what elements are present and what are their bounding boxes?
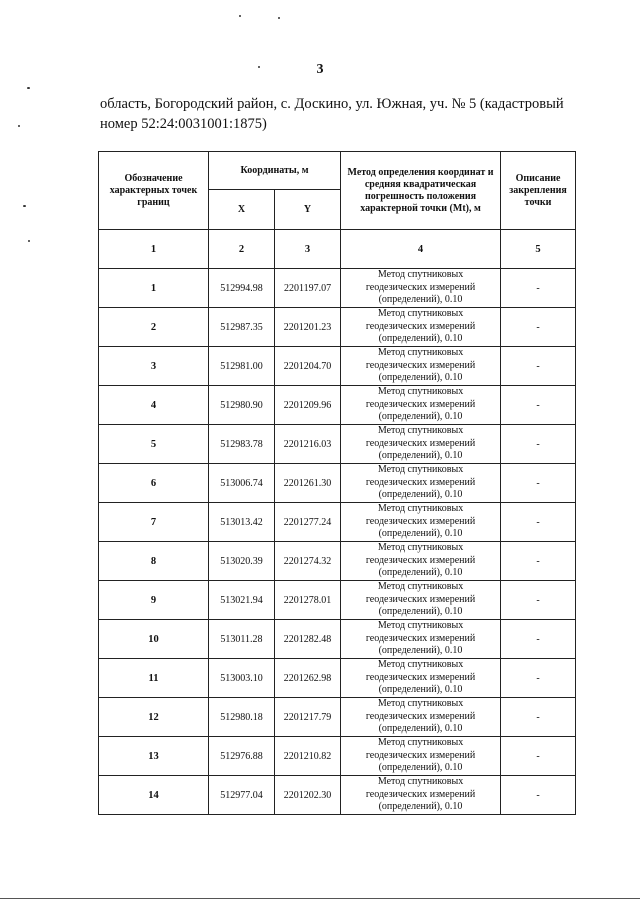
description-cell: - — [501, 698, 576, 737]
point-number-cell: 6 — [99, 464, 209, 503]
description-cell: - — [501, 542, 576, 581]
method-cell — [341, 425, 501, 464]
y-coordinate-cell: 2201277.24 — [275, 503, 341, 542]
method-cell — [341, 581, 501, 620]
point-number-cell: 5 — [99, 425, 209, 464]
method-line-3: (определений), 0.10 — [378, 645, 463, 657]
description-cell: - — [501, 659, 576, 698]
method-line-2: геодезических измерений — [365, 671, 476, 683]
description-cell: - — [501, 347, 576, 386]
header-description: Описание закрепления точки — [501, 152, 576, 230]
scan-speck — [27, 87, 30, 89]
description-cell: - — [501, 503, 576, 542]
method-cell — [341, 269, 501, 308]
x-coordinate-cell: 512980.90 — [209, 386, 275, 425]
table-row — [99, 386, 576, 425]
method-line-1: Метод спутниковых — [377, 308, 464, 320]
page-number: 3 — [316, 62, 324, 77]
y-coordinate-cell: 2201216.03 — [275, 425, 341, 464]
y-coordinate-cell: 2201204.70 — [275, 347, 341, 386]
method-line-1: Метод спутниковых — [377, 659, 464, 671]
x-coordinate-cell: 512981.00 — [209, 347, 275, 386]
method-line-1: Метод спутниковых — [377, 581, 464, 593]
column-number: 3 — [275, 230, 341, 269]
table-row — [99, 464, 576, 503]
method-cell — [341, 386, 501, 425]
x-coordinate-cell: 512987.35 — [209, 308, 275, 347]
column-number: 1 — [99, 230, 209, 269]
column-number: 5 — [501, 230, 576, 269]
x-coordinate-cell: 512994.98 — [209, 269, 275, 308]
method-line-1: Метод спутниковых — [377, 347, 464, 359]
description-cell: - — [501, 425, 576, 464]
y-coordinate-cell: 2201209.96 — [275, 386, 341, 425]
x-coordinate-cell: 513013.42 — [209, 503, 275, 542]
method-line-2: геодезических измерений — [365, 515, 476, 527]
column-number: 2 — [209, 230, 275, 269]
method-line-2: геодезических измерений — [365, 593, 476, 605]
point-number-cell: 10 — [99, 620, 209, 659]
table-row — [99, 503, 576, 542]
method-line-3: (определений), 0.10 — [378, 372, 463, 384]
point-number-cell: 13 — [99, 737, 209, 776]
method-line-2: геодезических измерений — [365, 476, 476, 488]
y-coordinate-cell: 2201201.23 — [275, 308, 341, 347]
method-line-1: Метод спутниковых — [377, 269, 464, 281]
table-row — [99, 737, 576, 776]
method-cell — [341, 503, 501, 542]
point-number-cell: 1 — [99, 269, 209, 308]
method-line-3: (определений), 0.10 — [378, 294, 463, 306]
method-line-1: Метод спутниковых — [377, 737, 464, 749]
header-x: X — [209, 190, 275, 230]
header-coordinates: Координаты, м — [209, 152, 341, 190]
method-cell — [341, 776, 501, 815]
method-cell — [341, 464, 501, 503]
method-cell — [341, 347, 501, 386]
x-coordinate-cell: 512976.88 — [209, 737, 275, 776]
scan-speck — [23, 205, 26, 207]
description-cell: - — [501, 737, 576, 776]
scan-speck — [278, 17, 280, 19]
x-coordinate-cell: 512977.04 — [209, 776, 275, 815]
header-point-designation: Обозначение характерных точек границ — [99, 152, 209, 230]
method-line-3: (определений), 0.10 — [378, 411, 463, 423]
table-row — [99, 776, 576, 815]
method-line-3: (определений), 0.10 — [378, 684, 463, 696]
table-row — [99, 659, 576, 698]
method-line-2: геодезических измерений — [365, 398, 476, 410]
y-coordinate-cell: 2201261.30 — [275, 464, 341, 503]
method-line-2: геодезических измерений — [365, 320, 476, 332]
method-line-2: геодезических измерений — [365, 632, 476, 644]
point-number-cell: 4 — [99, 386, 209, 425]
y-coordinate-cell: 2201217.79 — [275, 698, 341, 737]
point-number-cell: 11 — [99, 659, 209, 698]
description-cell: - — [501, 464, 576, 503]
table-row — [99, 425, 576, 464]
method-cell — [341, 542, 501, 581]
method-line-1: Метод спутниковых — [377, 425, 464, 437]
method-cell — [341, 698, 501, 737]
method-line-2: геодезических измерений — [365, 710, 476, 722]
method-line-2: геодезических измерений — [365, 359, 476, 371]
method-line-3: (определений), 0.10 — [378, 333, 463, 345]
method-line-3: (определений), 0.10 — [378, 723, 463, 735]
x-coordinate-cell: 513003.10 — [209, 659, 275, 698]
scan-speck — [18, 125, 20, 127]
table-row — [99, 542, 576, 581]
method-line-2: геодезических измерений — [365, 749, 476, 761]
method-line-3: (определений), 0.10 — [378, 567, 463, 579]
point-number-cell: 7 — [99, 503, 209, 542]
method-line-2: геодезических измерений — [365, 281, 476, 293]
point-number-cell: 12 — [99, 698, 209, 737]
point-number-cell: 14 — [99, 776, 209, 815]
method-line-2: геодезических измерений — [365, 437, 476, 449]
method-line-2: геодезических измерений — [365, 554, 476, 566]
method-line-3: (определений), 0.10 — [378, 489, 463, 501]
table-row — [99, 308, 576, 347]
intro-line-1: область, Богородский район, с. Доскино, ул. Южная, уч. № 5 (кадастровый — [100, 96, 564, 112]
description-cell: - — [501, 386, 576, 425]
header-method: Метод определения координат и средняя квадратическая погрешность положения характерной точки (Mt), м — [341, 152, 501, 230]
x-coordinate-cell: 513011.28 — [209, 620, 275, 659]
table-row — [99, 698, 576, 737]
x-coordinate-cell: 513006.74 — [209, 464, 275, 503]
y-coordinate-cell: 2201262.98 — [275, 659, 341, 698]
description-cell: - — [501, 269, 576, 308]
scan-edge-line — [0, 898, 640, 899]
y-coordinate-cell: 2201282.48 — [275, 620, 341, 659]
table-row — [99, 620, 576, 659]
y-coordinate-cell: 2201274.32 — [275, 542, 341, 581]
method-cell — [341, 620, 501, 659]
scan-speck — [239, 15, 241, 17]
method-line-1: Метод спутниковых — [377, 503, 464, 515]
description-cell: - — [501, 581, 576, 620]
method-cell — [341, 659, 501, 698]
scan-speck — [28, 240, 30, 242]
y-coordinate-cell: 2201210.82 — [275, 737, 341, 776]
method-line-1: Метод спутниковых — [377, 776, 464, 788]
table-row — [99, 347, 576, 386]
method-line-3: (определений), 0.10 — [378, 528, 463, 540]
y-coordinate-cell: 2201278.01 — [275, 581, 341, 620]
method-line-1: Метод спутниковых — [377, 620, 464, 632]
x-coordinate-cell: 512983.78 — [209, 425, 275, 464]
method-cell — [341, 308, 501, 347]
point-number-cell: 2 — [99, 308, 209, 347]
method-line-3: (определений), 0.10 — [378, 450, 463, 462]
point-number-cell: 9 — [99, 581, 209, 620]
method-line-3: (определений), 0.10 — [378, 606, 463, 618]
table-row — [99, 269, 576, 308]
method-line-3: (определений), 0.10 — [378, 801, 463, 813]
description-cell: - — [501, 776, 576, 815]
x-coordinate-cell: 512980.18 — [209, 698, 275, 737]
description-cell: - — [501, 308, 576, 347]
method-line-1: Метод спутниковых — [377, 386, 464, 398]
method-cell — [341, 737, 501, 776]
coordinates-table — [98, 151, 576, 815]
point-number-cell: 8 — [99, 542, 209, 581]
coordinates-table-body — [99, 269, 576, 815]
method-line-1: Метод спутниковых — [377, 542, 464, 554]
y-coordinate-cell: 2201202.30 — [275, 776, 341, 815]
column-number-row — [99, 230, 576, 269]
intro-paragraph — [100, 94, 580, 134]
intro-line-2: номер 52:24:0031001:1875) — [100, 116, 267, 132]
column-number: 4 — [341, 230, 501, 269]
method-line-3: (определений), 0.10 — [378, 762, 463, 774]
method-line-2: геодезических измерений — [365, 788, 476, 800]
table-row — [99, 581, 576, 620]
x-coordinate-cell: 513021.94 — [209, 581, 275, 620]
method-line-1: Метод спутниковых — [377, 698, 464, 710]
header-y: Y — [275, 190, 341, 230]
x-coordinate-cell: 513020.39 — [209, 542, 275, 581]
method-line-1: Метод спутниковых — [377, 464, 464, 476]
description-cell: - — [501, 620, 576, 659]
point-number-cell: 3 — [99, 347, 209, 386]
y-coordinate-cell: 2201197.07 — [275, 269, 341, 308]
